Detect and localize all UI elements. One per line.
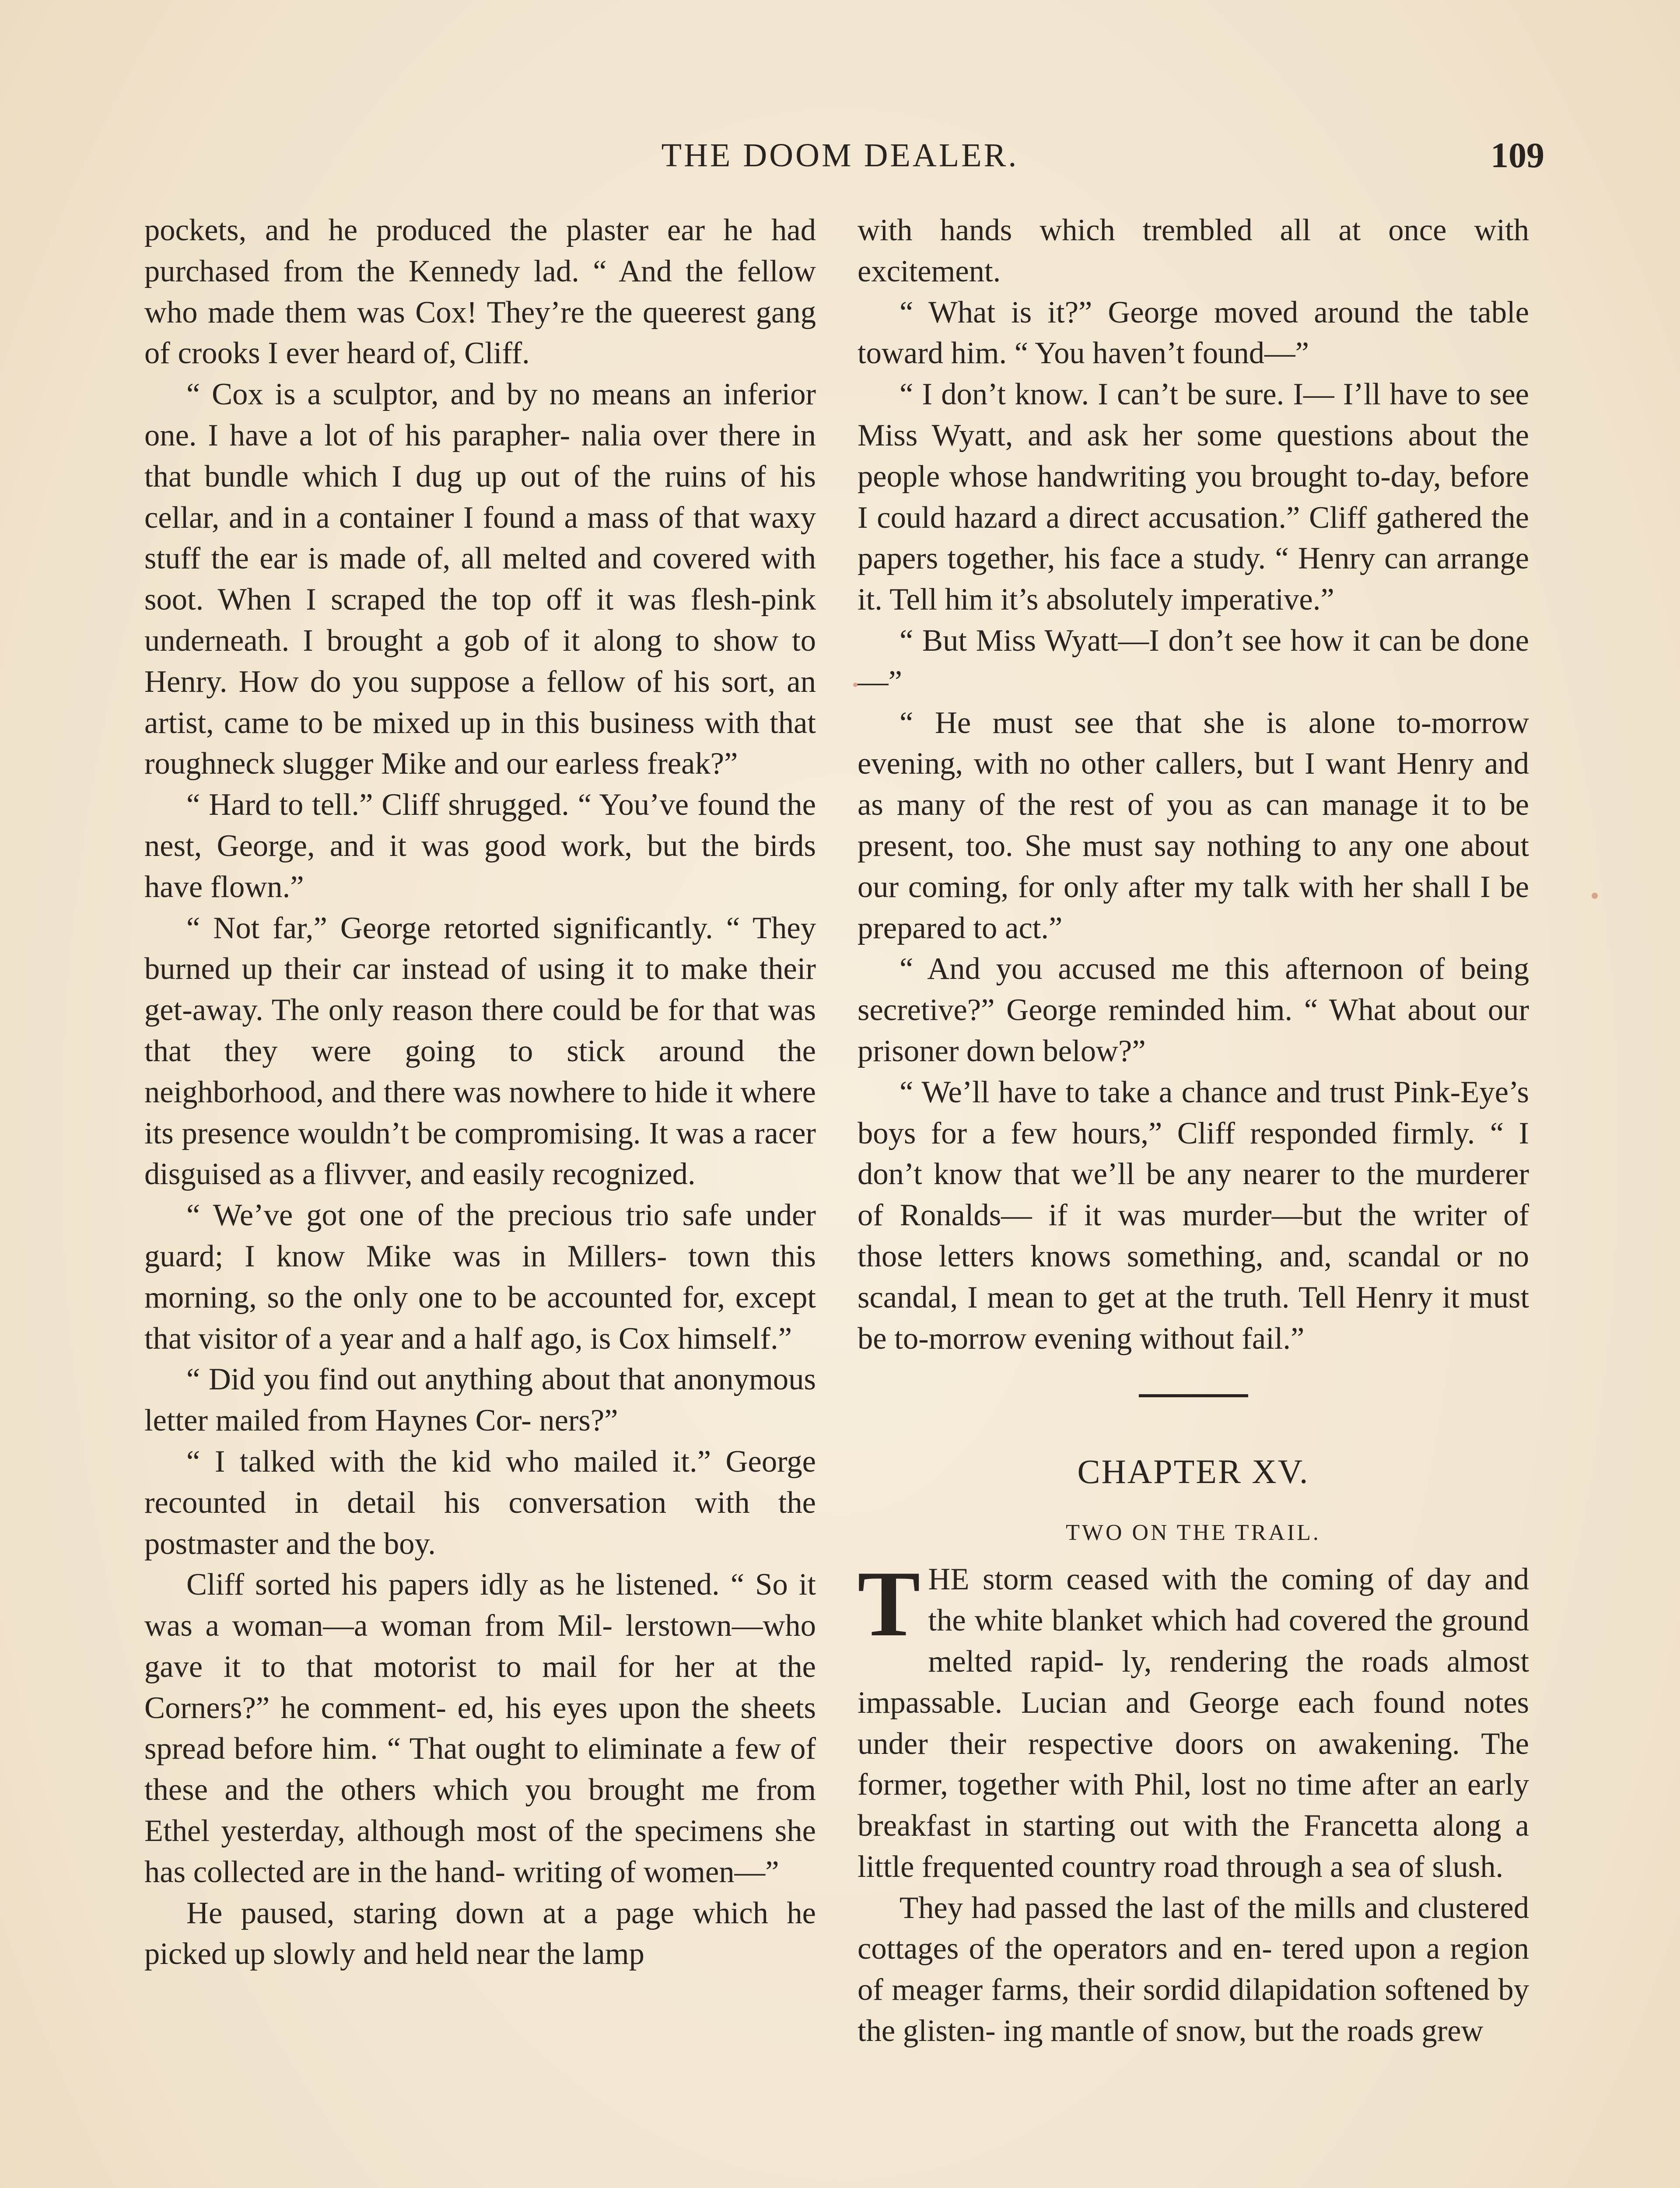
paragraph: “ What is it?” George moved around the table toward him. “ You haven’t found—”: [858, 295, 1529, 371]
paragraph: “ But Miss Wyatt—I don’t see how it can be done—”: [858, 623, 1529, 699]
paragraph: “ I don’t know. I can’t be sure. I— I’ll have to see Miss Wyatt, and ask her some questions about the people whose handwriting you brought to-day, before I could hazard a direct accusation.” Cliff gathered the papers together, his face a study. “ Henry can arrange it. Tell him it’s absolutely imperative.”: [858, 377, 1529, 617]
running-head: THE DOOM DEALER.: [661, 137, 1019, 174]
page-number: 109: [1491, 135, 1544, 175]
paragraph: They had passed the last of the mills and clustered cottages of the operators and en- tered upon a region of meager farms, their sordid dilapidation softened by the glisten- ing mantle of snow, but the roads grew: [858, 1890, 1529, 2048]
paragraph: “ We’ll have to take a chance and trust Pink-Eye’s boys for a few hours,” Cliff responded firmly. “ I don’t know that we’ll be any nearer to the murderer of Ronalds— if it was murder—but the writer of those letters knows something, and, scandal or no scandal, I mean to get at the truth. Tell Henry it must be to-morrow evening without fail.”: [858, 1075, 1529, 1356]
paragraph: pockets, and he produced the plaster ear he had purchased from the Kennedy lad. “ And the fellow who made them was Cox! They’re the queerest gang of crooks I ever heard of, Cliff.: [144, 213, 816, 371]
chapter-title: CHAPTER XV.: [1077, 1452, 1309, 1491]
paragraph: “ He must see that she is alone to-morrow evening, with no other callers, but I want Henry and as many of the rest of you as can manage it to be present, too. She must say nothing to any one about our coming, for only after my talk with her shall I be prepared to act.”: [858, 705, 1529, 945]
paragraph: Cliff sorted his papers idly as he listened. “ So it was a woman—a woman from Mil- lerstown—who gave it to that motorist to mail for her at the Corners?” he comment- ed, his eyes upon the sheets spread before him. “ That ought to eliminate a few of these and the others which you brought me from Ethel yesterday, although most of the specimens she has collected are in the hand- writing of women—”: [144, 1567, 816, 1889]
paragraph: “ I talked with the kid who mailed it.” George recounted in detail his conversation with the postmaster and the boy.: [144, 1444, 816, 1561]
paragraph: “ And you accused me this afternoon of being secretive?” George reminded him. “ What about our prisoner down below?”: [858, 952, 1529, 1068]
right-column: [858, 210, 1529, 2052]
left-column: [144, 210, 816, 1975]
paragraph: “ We’ve got one of the precious trio safe under guard; I know Mike was in Millers- town this morning, so the only one to be accounted for, except that visitor of a year and a half ago, is Cox himself.”: [144, 1198, 816, 1356]
chapter-subtitle: TWO ON THE TRAIL.: [1066, 1520, 1321, 1546]
chapter-opening-paragraph: [858, 1551, 1529, 1887]
paragraph: “ Cox is a sculptor, and by no means an inferior one. I have a lot of his parapher- nalia over there in that bundle which I dug up out of the ruins of his cellar, and in a container I found a mass of that waxy stuff the ear is made of, all melted and covered with soot. When I scraped the top off it was flesh-pink underneath. I brought a gob of it along to show to Henry. How do you suppose a fellow of his sort, an artist, came to be mixed up in this business with that roughneck slugger Mike and our earless freak?”: [144, 377, 816, 781]
paragraph: with hands which trembled all at once with excitement.: [858, 213, 1529, 288]
paragraph-text: HE storm ceased with the coming of day and the white blanket which had covered the ground melted rapid- ly, rendering the roads almost impassable. Lucian and George each found notes under their respective doors on awakening. The former, together with Phil, lost no time after an early breakfast in starting out with the Francetta along a little frequented country road through a sea of slush.: [858, 1562, 1529, 1884]
section-divider: [1139, 1394, 1248, 1397]
paragraph: “ Did you find out anything about that anonymous letter mailed from Haynes Cor- ners?”: [144, 1362, 816, 1438]
paragraph: He paused, staring down at a page which he picked up slowly and held near the lamp: [144, 1896, 816, 1971]
paragraph: “ Hard to tell.” Cliff shrugged. “ You’ve found the nest, George, and it was good work, but the birds have flown.”: [144, 788, 816, 904]
drop-cap: T: [858, 1551, 920, 1656]
paragraph: “ Not far,” George retorted significantly. “ They burned up their car instead of using it to make their get-away. The only reason there could be for that was that they were going to stick around the neighborhood, and there was nowhere to hide it where its presence wouldn’t be compromising. It was a racer disguised as a flivver, and easily recognized.: [144, 911, 816, 1192]
